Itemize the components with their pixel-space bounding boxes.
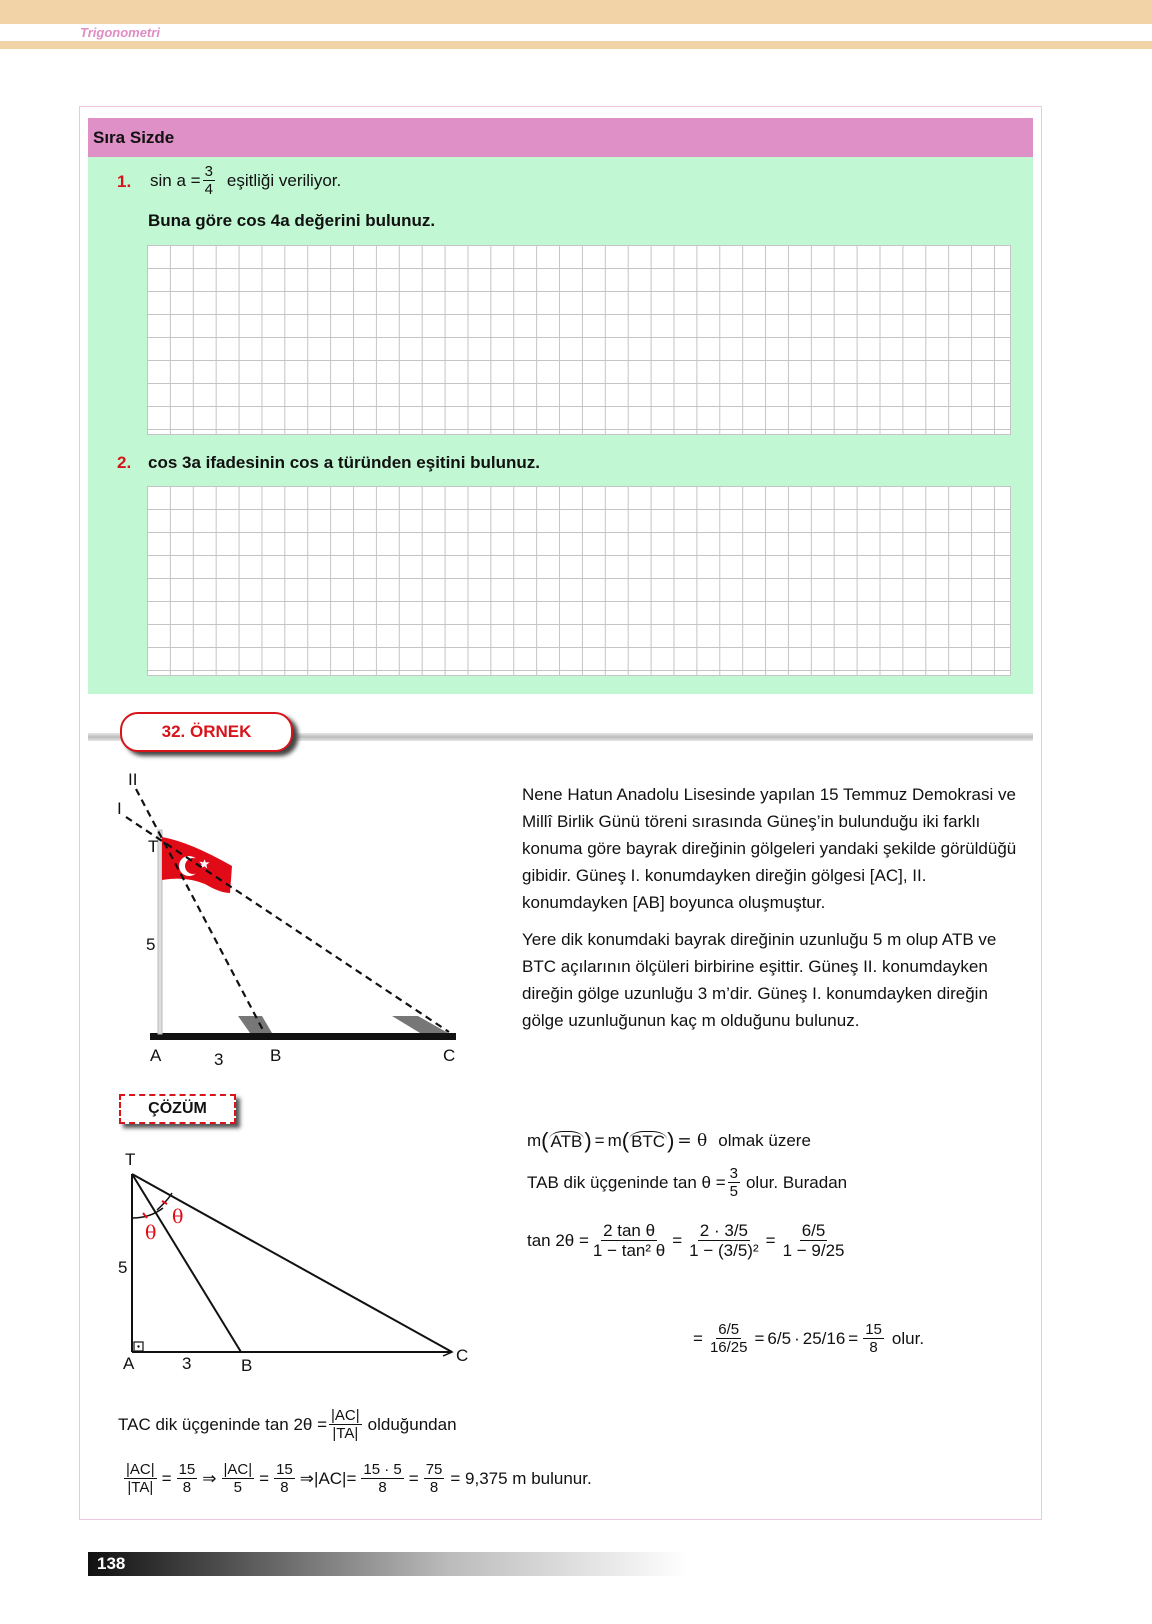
solution-line-angles: m ( ATB ) = m ( BTC ) = θ olmak üzere: [527, 1128, 811, 1153]
sol-label-a: A: [123, 1354, 135, 1373]
label-t: T: [148, 837, 159, 856]
running-title: Trigonometri: [80, 25, 160, 40]
sol-label-b: B: [241, 1356, 253, 1375]
solution-line-simplify: = $\frac{6/5}{16/25}$ = 6/5 · 25/16 = $\frac{15}{8}$ olur.: [693, 1321, 925, 1356]
example-paragraph-1: Nene Hatun Anadolu Lisesinde yapılan 15 Temmuz Demokrasi ve Millî Birlik Günü töreni sırasında Güneş’in bulunduğu iki farklı konuma göre bayrak direğinin gölgeleri yandaki şekilde görüldüğü gibidir. Güneş I. konumdayken direğin gölgesi [AC], II. konumdayken [AB] boyunca oluşmuştur.: [522, 785, 1017, 912]
solution-line-tan-theta: TAB dik üçgeninde tan θ = $\frac{3}{5}$ olur. Buradan: [527, 1165, 848, 1200]
solution-line-final: $\frac{|AC|}{|TA|}$ = $\frac{15}{8}$ ⇒ $\frac{|AC|}{5}$ = $\frac{15}{8}$ ⇒|AC|= $\frac{15 \cdot 5}{8}$ = $\frac{75}{8}$ = 9,375 m bulunur.: [126, 1461, 592, 1496]
sol-label-ab: 3: [182, 1354, 192, 1373]
sol-label-t: T: [125, 1150, 136, 1169]
label-a: A: [150, 1046, 162, 1065]
label-c: C: [443, 1046, 456, 1065]
label-ab-length: 3: [214, 1050, 224, 1069]
example-tab: 32. ÖRNEK: [120, 712, 293, 752]
sol-label-c: C: [456, 1346, 469, 1365]
sira-sizde-title: Sıra Sizde: [93, 128, 175, 147]
page-number-bar: [88, 1552, 688, 1576]
label-ray-ii: II: [128, 770, 138, 789]
q1-prefix: sin a =: [150, 170, 201, 190]
label-ray-i: I: [117, 799, 122, 818]
q1-fraction: $\frac{3}{4}$: [204, 163, 213, 198]
solution-line-tac: TAC dik üçgeninde tan 2θ = $\frac{|AC|}{|TA|}$ olduğundan: [118, 1407, 457, 1442]
sol-label-height: 5: [118, 1258, 128, 1277]
sol-label-theta-1: θ: [145, 1222, 157, 1244]
question-2-prompt: cos 3a ifadesinin cos a türünden eşitini bulunuz.: [148, 453, 541, 472]
label-height: 5: [146, 935, 156, 954]
solution-line-tan-2theta: tan 2θ = $\frac{\text{2 tan θ}}{\text{1 − tan² θ}}$ = $\frac{2 \cdot 3/5}{\text{1 − (3/5)²}}$ = $\frac{6/5}{1 - 9/25}$: [527, 1221, 845, 1260]
question-1-prompt: Buna göre cos 4a değerini bulunuz.: [148, 211, 436, 230]
sol-label-theta-2: θ: [172, 1206, 184, 1228]
solution-tab: ÇÖZÜM: [119, 1094, 236, 1124]
question-1-number: 1.: [117, 172, 132, 191]
example-paragraph-2: Yere dik konumdaki bayrak direğinin uzunluğu 5 m olup ATB ve BTC açılarının ölçüleri birbirine eşittir. Güneş II. konumdayken direğin gölge uzunluğu 3 m’dir. Güneş I. konumdayken direğin gölge uzunluğunun kaç m olduğunu bulunuz.: [522, 930, 997, 1030]
question-2-number: 2.: [117, 453, 132, 472]
q1-suffix: eşitliği veriliyor.: [226, 170, 342, 190]
page-number: 138: [97, 1554, 126, 1573]
label-b: B: [270, 1046, 282, 1065]
